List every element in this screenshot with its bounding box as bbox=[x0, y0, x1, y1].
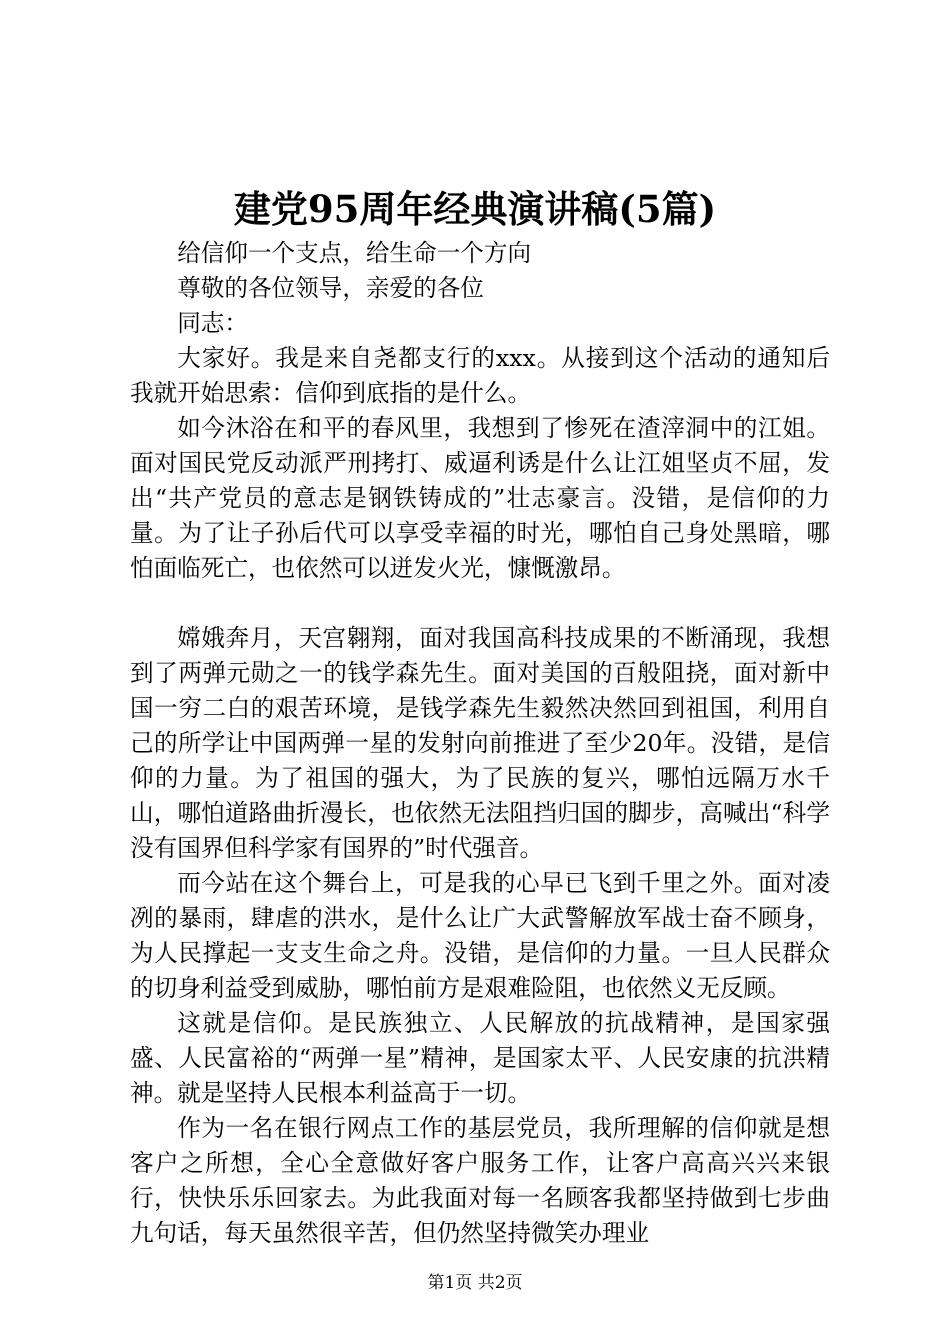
paragraph-salutation: 尊敬的各位领导，亲爱的各位 bbox=[177, 274, 484, 302]
paragraph-bank-member: 作为一名在银行网点工作的基层党员，我所理解的信仰就是想客户之所想，全心全意做好客户服务工作，让客户高高兴兴来银行，快快乐乐回家去。为此我面对每一名顾客我都坚持做到七步曲九句话，每天虽然很辛苦，但仍然坚持微笑办理业 bbox=[130, 1114, 830, 1247]
paragraph-salutation-cont: 同志： bbox=[177, 309, 248, 337]
paragraph-greeting: 大家好。我是来自尧都支行的xxx。从接到这个活动的通知后我就开始思索：信仰到底指的是什么。 bbox=[130, 344, 830, 407]
paragraph-jiangjie: 如今沐浴在和平的春风里，我想到了惨死在渣滓洞中的江姐。面对国民党反动派严刑拷打、威逼利诱是什么让江姐坚贞不屈，发出“共产党员的意志是钢铁铸成的”壮志豪言。没错，是信仰的力量。为了让子孙后代可以享受幸福的时光，哪怕自己身处黑暗，哪怕面临死亡，也依然可以迸发火光，慷慨激昂。 bbox=[130, 414, 830, 582]
page-number-footer: 第1页 共2页 bbox=[427, 1273, 523, 1293]
paragraph-heading: 给信仰一个支点，给生命一个方向 bbox=[177, 239, 532, 267]
paragraph-flood: 而今站在这个舞台上，可是我的心早已飞到千里之外。面对凌冽的暴雨，肆虐的洪水，是什么让广大武警解放军战士奋不顾身，为人民撑起一支支生命之舟。没错，是信仰的力量。一旦人民群众的切身利益受到威胁，哪怕前方是艰难险阻，也依然义无反顾。 bbox=[130, 869, 830, 1002]
paragraph-belief: 这就是信仰。是民族独立、人民解放的抗战精神，是国家强盛、人民富裕的“两弹一星”精神，是国家太平、人民安康的抗洪精神。就是坚持人民根本利益高于一切。 bbox=[130, 1009, 830, 1107]
paragraph-spacer bbox=[130, 586, 830, 621]
document-body bbox=[130, 236, 830, 1251]
document-title: 建党95周年经典演讲稿(5篇) bbox=[233, 187, 717, 231]
paragraph-qianxuesen: 嫦娥奔月，天宫翱翔，面对我国高科技成果的不断涌现，我想到了两弹元勋之一的钱学森先生。面对美国的百般阻挠，面对新中国一穷二白的艰苦环境，是钱学森先生毅然决然回到祖国，利用自己的所学让中国两弹一星的发射向前推进了至少20年。没错，是信仰的力量。为了祖国的强大，为了民族的复兴，哪怕远隔万水千山，哪怕道路曲折漫长，也依然无法阻挡归国的脚步，高喊出“科学没有国界但科学家有国界的”时代强音。 bbox=[130, 624, 830, 862]
